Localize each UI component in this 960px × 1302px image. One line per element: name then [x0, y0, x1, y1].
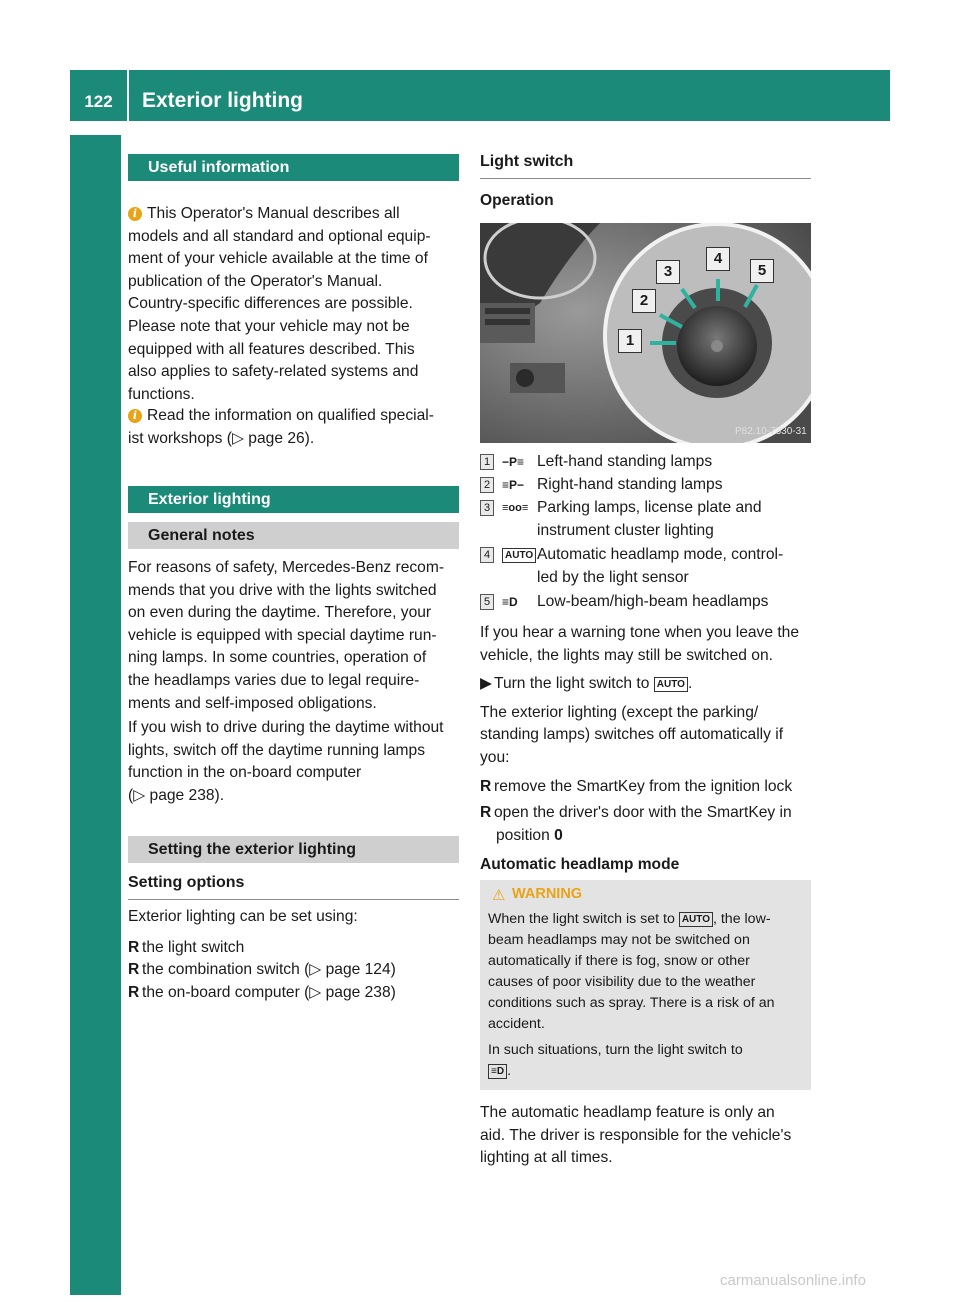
list-item: R remove the SmartKey from the ignition lock: [480, 777, 793, 795]
setting-options-list: [128, 906, 459, 1004]
legend-text: Automatic headlamp mode, control-: [537, 546, 784, 563]
legend-text: Low-beam/high-beam headlamps: [537, 593, 769, 610]
info1-line: functions.: [128, 385, 195, 403]
info-block-2: [128, 405, 459, 450]
operation-heading: Operation: [480, 192, 554, 209]
callout-4: 4: [706, 247, 730, 271]
side-tab: [70, 135, 121, 1295]
legend-number: 5: [480, 594, 494, 610]
body-line: standing lamps) switches off automatically if: [480, 726, 784, 744]
exterior-heading: Exterior lighting: [128, 486, 459, 513]
low-beam-icon: ≡D: [488, 1064, 507, 1079]
useful-info-heading: Useful information: [128, 154, 459, 181]
side-tab-label: Lights and windshield wipers: [84, 777, 107, 1070]
action-step: ▶ Turn the light switch to AUTO .: [480, 673, 811, 696]
info1-line: Please note that your vehicle may not be: [128, 317, 410, 335]
general-notes-heading: General notes: [128, 522, 459, 549]
legend-item: [480, 451, 811, 474]
warning-box: [480, 880, 811, 1090]
legend-number: 2: [480, 477, 494, 493]
light-switch-text: [480, 622, 811, 847]
general-line: on even during the daytime. Therefore, your: [128, 604, 432, 622]
general-notes-text: [128, 557, 459, 808]
info1-line: models and all standard and optional equip-: [128, 227, 431, 245]
legend-text: Right-hand standing lamps: [537, 476, 723, 493]
legend-text: instrument cluster lighting: [537, 522, 714, 539]
body-line: vehicle, the lights may still be switched on.: [480, 646, 773, 664]
auto-icon: AUTO: [679, 912, 713, 927]
auto-icon: AUTO: [502, 548, 536, 563]
standing-lamp-left-icon: −P≡: [502, 455, 525, 469]
body-line: aid. The driver is responsible for the vehicle's: [480, 1126, 792, 1144]
info1-line: ment of your vehicle available at the time of: [128, 250, 428, 268]
dashboard-illustration: [480, 223, 811, 443]
info2-line: ist workshops (▷ page 26).: [128, 429, 315, 447]
parking-lamp-icon: ≡oo≡: [502, 502, 529, 514]
legend-text: Left-hand standing lamps: [537, 453, 713, 470]
callout-3: 3: [656, 260, 680, 284]
general-line: If you wish to drive during the daytime without: [128, 719, 444, 737]
footer-watermark: carmanualsonline.info: [720, 1272, 866, 1289]
heading-rule: [128, 899, 459, 900]
closing-text: [480, 1102, 811, 1170]
body-line: The exterior lighting (except the parking/: [480, 703, 759, 721]
legend-number: 3: [480, 500, 494, 516]
info-icon: i: [128, 409, 142, 423]
info-block-1: [128, 203, 459, 406]
auto-mode-heading: Automatic headlamp mode: [480, 856, 680, 873]
list-item: R the light switch: [128, 938, 245, 956]
standing-lamp-right-icon: ≡P−: [502, 478, 525, 492]
action-arrow-icon: ▶: [480, 675, 492, 693]
info-icon: i: [128, 207, 142, 221]
legend-item: [480, 591, 811, 614]
page-number: 122: [84, 92, 113, 111]
info1-line: This Operator's Manual describes all: [147, 205, 400, 222]
low-beam-icon: ≡D: [502, 595, 518, 609]
general-line: For reasons of safety, Mercedes-Benz recom-: [128, 559, 445, 576]
body-line: lighting at all times.: [480, 1149, 613, 1167]
general-line: mends that you drive with the lights switched: [128, 581, 437, 599]
warning-title: WARNING: [512, 886, 583, 902]
general-line: ments and self-imposed obligations.: [128, 694, 377, 712]
callout-1: 1: [618, 329, 642, 353]
list-item: R open the driver's door with the SmartKey in: [480, 804, 792, 822]
body-line: The automatic headlamp feature is only an: [480, 1104, 775, 1121]
legend-item: [480, 544, 811, 591]
legend-text: Parking lamps, license plate and: [537, 499, 762, 516]
list-item: R the combination switch (▷ page 124): [128, 961, 396, 979]
legend-item: [480, 474, 811, 497]
callout-5: 5: [750, 259, 774, 283]
callout-2: 2: [632, 289, 656, 313]
legend-number: 4: [480, 547, 494, 563]
info1-line: Country-specific differences are possible.: [128, 295, 413, 313]
list-item: R the on-board computer (▷ page 238): [128, 983, 396, 1001]
list-item: position 0: [496, 826, 563, 844]
warning-icon: ⚠: [492, 887, 506, 904]
options-intro: Exterior lighting can be set using:: [128, 908, 358, 925]
general-line: the headlamps varies due to legal require-: [128, 671, 420, 689]
general-line: ning lamps. In some countries, operation of: [128, 649, 427, 667]
warning-text: When the light switch is set to AUTO , the low- beam headlamps may not be switched on automatically if there is fog, snow or other causes of poor visibility due to the weather conditions such as spray. There is a risk of an accident. In such situations, turn the light switch to ≡D .: [488, 911, 775, 1079]
info1-line: also applies to safety-related systems and: [128, 363, 419, 381]
light-switch-figure: [480, 223, 811, 443]
legend-item: [480, 497, 811, 544]
info1-line: equipped with all features described. This: [128, 340, 415, 358]
legend-text: led by the light sensor: [537, 569, 689, 586]
general-line: (▷ page 238).: [128, 786, 225, 804]
general-line: function in the on-board computer: [128, 764, 362, 782]
body-line: If you hear a warning tone when you leave the: [480, 624, 800, 641]
setting-options-heading: Setting options: [128, 874, 245, 891]
page-title: Exterior lighting: [142, 89, 304, 112]
legend-number: 1: [480, 454, 494, 470]
auto-icon: AUTO: [654, 677, 688, 692]
info1-line: publication of the Operator's Manual.: [128, 272, 383, 290]
general-line: vehicle is equipped with special daytime run-: [128, 626, 437, 644]
light-switch-heading: Light switch: [480, 153, 574, 170]
setting-heading: Setting the exterior lighting: [128, 836, 459, 863]
header-divider: [127, 70, 129, 121]
legend-list: [480, 451, 811, 614]
general-line: lights, switch off the daytime running lamps: [128, 741, 426, 759]
heading-rule: [480, 178, 811, 179]
figure-code: P82.10-7330-31: [735, 426, 807, 437]
body-line: you:: [480, 748, 510, 766]
info2-line: Read the information on qualified special-: [147, 407, 434, 424]
